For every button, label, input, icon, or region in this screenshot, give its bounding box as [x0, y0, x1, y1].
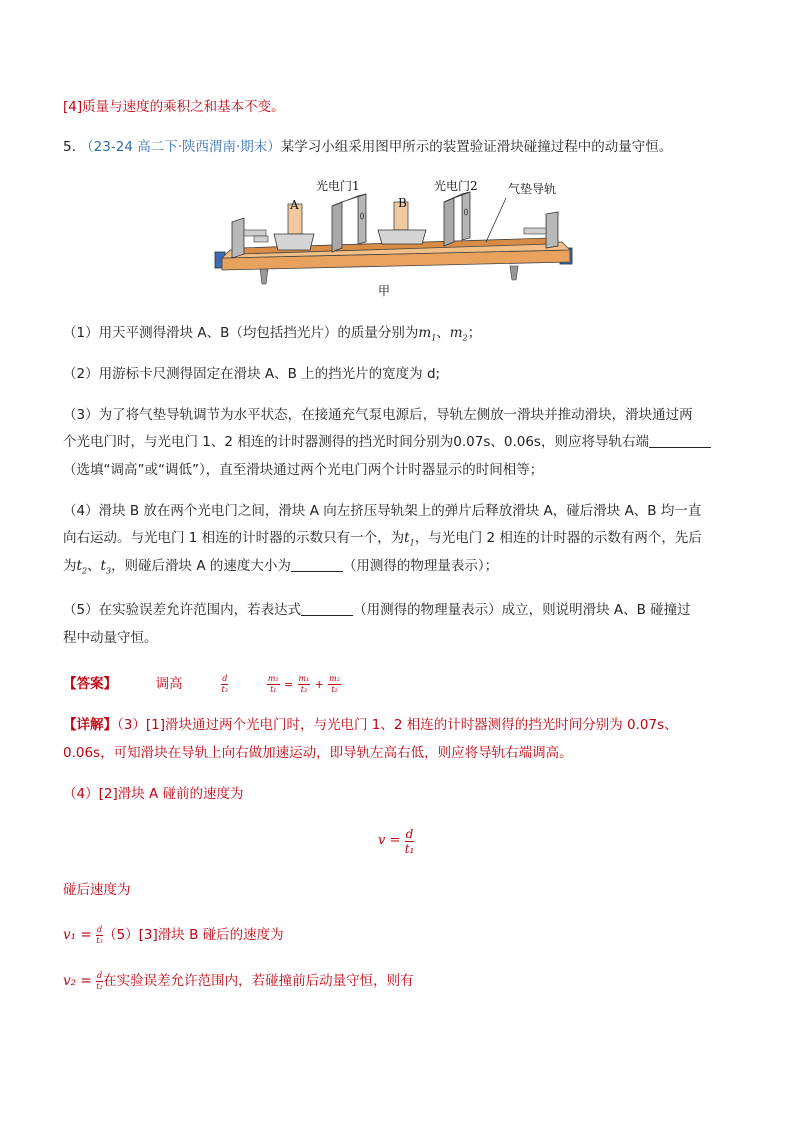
photogate-2-left-post	[444, 198, 454, 246]
slider-b	[378, 230, 426, 244]
m1-letter: m	[418, 325, 432, 341]
right-leg	[510, 266, 518, 280]
detail-label: 【详解】	[63, 717, 117, 733]
t1-subscript: 1	[409, 538, 415, 548]
v1-lhs: v₁ =	[63, 927, 92, 943]
question-stem: 某学习小组采用图甲所示的装置验证滑块碰撞过程中的动量守恒。	[280, 139, 673, 155]
prev-answer-line: [4]质量与速度的乘积之和基本不变。	[63, 99, 285, 115]
blank-1[interactable]	[649, 433, 711, 448]
blank-3[interactable]	[301, 601, 353, 616]
t2-subscript: 2	[81, 566, 88, 576]
answer-3-r1-num: m₁	[298, 673, 310, 683]
v1-fraction	[96, 926, 103, 945]
item-1-end: ；	[467, 325, 482, 341]
v2-num: d	[96, 970, 103, 980]
detail-line-1	[63, 715, 678, 735]
left-clamp	[254, 236, 268, 242]
item-3-line-3: （选填“调高”或“调低”），直至滑块通过两个光电门两个计时器显示的时间相等；	[63, 462, 544, 478]
detail-p3-line-1: （3）[1]滑块通过两个光电门时，与光电门 1、2 相连的计时器测得的挡光时间分别为 0.07s、	[117, 717, 678, 733]
equation-v	[378, 826, 414, 856]
answer-line	[63, 672, 341, 697]
apparatus-figure	[210, 172, 580, 300]
answer-1: 调高	[155, 676, 183, 692]
question-source[interactable]: （23-24 高二下·陕西渭南·期末）	[80, 139, 281, 155]
left-spring-pad	[244, 230, 266, 236]
item-4-line-1: （4）滑块 B 放在两个光电门之间，滑块 A 向左挤压导轨架上的弹片后释放滑块 A，碰后滑块 A、B 均一直	[63, 503, 702, 519]
answer-3-left-frac	[267, 675, 280, 694]
equation-v-fraction	[405, 828, 415, 855]
equation-v-den: t₁	[404, 841, 415, 856]
item-1-text: （1）用天平测得滑块 A、B（均包括挡光片）的质量分别为	[63, 325, 419, 341]
left-end-bracket	[232, 218, 244, 258]
t1-letter: t	[404, 530, 410, 546]
item-4-line-2	[63, 528, 702, 554]
item-5-line-1	[63, 600, 691, 620]
answer-2-num: d	[222, 673, 228, 683]
v2-lhs: v₂ =	[63, 973, 92, 989]
item-4-line-3-text-b: ，则碰后滑块 A 的速度大小为	[111, 558, 291, 574]
m2-subscript: 2	[462, 333, 468, 343]
item-3-line-1: （3）为了将气垫导轨调节为水平状态，在接通充气泵电源后，导轨左侧放一滑块并推动滑块，滑块通过两	[63, 407, 693, 423]
detail-after-label: 碰后速度为	[63, 882, 131, 898]
answer-3-plus: +	[314, 678, 324, 691]
item-4-comma: 、	[87, 558, 101, 574]
detail-line-2: 0.06s，可知滑块在导轨上向右做加速运动，即导轨左高右低，则应将导轨右端调高。	[63, 745, 573, 761]
m2-symbol	[450, 325, 468, 341]
item-4-line-3-text-c: （用测得的物理量表示）；	[342, 558, 499, 574]
right-clamp	[524, 228, 546, 234]
answer-3-r1-den: t₃	[300, 684, 308, 694]
equation-v-num: d	[405, 826, 414, 841]
item-3-line-2-text: 个光电门时，与光电门 1、2 相连的计时器测得的挡光时间分别为0.07s、0.06s，则应将导轨右端	[63, 434, 649, 450]
answer-3-eq: =	[284, 678, 294, 691]
answer-3-right-frac-1	[298, 675, 311, 694]
item-5-line-1-text-a: （5）在实验误差允许范围内，若表达式	[63, 602, 302, 618]
answer-3-right-frac-2	[328, 675, 341, 694]
item-3-line-2	[63, 432, 711, 452]
m1-subscript: 1	[431, 333, 437, 343]
t2-letter: t	[76, 558, 82, 574]
t2-symbol	[77, 558, 88, 574]
item-2: （2）用游标卡尺测得固定在滑块 A、B 上的挡光片的宽度为 d;	[63, 366, 441, 382]
v2-den: t₂	[96, 981, 103, 991]
left-leg	[260, 268, 268, 284]
m2-letter: m	[449, 325, 463, 341]
question-number: 5.	[63, 139, 76, 155]
track-leader-line	[486, 198, 506, 242]
label-slider-b: B	[398, 196, 407, 210]
slider-a	[274, 234, 314, 250]
item-4-line-2-text-a: 向右运动。与光电门 1 相连的计时器的示数只有一个，为	[63, 530, 405, 546]
m1-symbol	[418, 325, 436, 341]
v1-text: （5）[3]滑块 B 碰后的速度为	[103, 927, 284, 943]
answer-3-r2-den: t₂	[331, 684, 338, 694]
right-end-bracket	[546, 212, 558, 248]
t1-symbol	[404, 530, 415, 546]
v2-text: 在实验误差允许范围内，若碰撞前后动量守恒，则有	[103, 973, 414, 989]
answer-2-fraction	[221, 675, 228, 694]
v1-den: t₃	[96, 935, 103, 945]
answer-label: 【答案】	[63, 676, 117, 692]
figure-caption: 甲	[378, 284, 391, 298]
photogate-2-right-post	[462, 192, 470, 240]
label-air-track: 气垫导轨	[508, 182, 557, 196]
photogate-1-left-post	[332, 202, 342, 252]
answer-3-left-den: t₁	[270, 684, 277, 694]
label-photogate-2: 光电门2	[434, 179, 478, 193]
detail-line-3: （4）[2]滑块 A 碰前的速度为	[63, 786, 244, 802]
item-5-line-1-text-b: （用测得的物理量表示）成立，则说明滑块 A、B 碰撞过	[353, 602, 691, 618]
label-slider-a: A	[290, 198, 299, 212]
question-header	[63, 137, 672, 157]
answer-2-den: t₃	[221, 684, 228, 694]
v2-fraction	[96, 972, 103, 991]
detail-v1-line	[63, 922, 284, 948]
v1-num: d	[96, 924, 103, 934]
item-1	[63, 323, 481, 349]
blank-2[interactable]	[291, 557, 343, 572]
answer-3-r2-num: m₂	[329, 673, 340, 683]
label-photogate-1: 光电门1	[316, 179, 360, 193]
detail-v2-line	[63, 968, 414, 994]
item-4-line-2-text-b: ，与光电门 2 相连的计时器的示数有两个，先后	[414, 530, 702, 546]
t3-symbol	[101, 558, 112, 574]
item-1-sep: 、	[436, 325, 450, 341]
answer-3-left-num: m₁	[267, 673, 279, 683]
item-4-line-3-text-a: 为	[63, 558, 77, 574]
t3-letter: t	[100, 558, 106, 574]
equation-v-lhs: v =	[378, 833, 401, 848]
item-4-line-3	[63, 556, 498, 582]
t3-subscript: 3	[105, 566, 112, 576]
item-5-line-2: 程中动量守恒。	[63, 630, 158, 646]
